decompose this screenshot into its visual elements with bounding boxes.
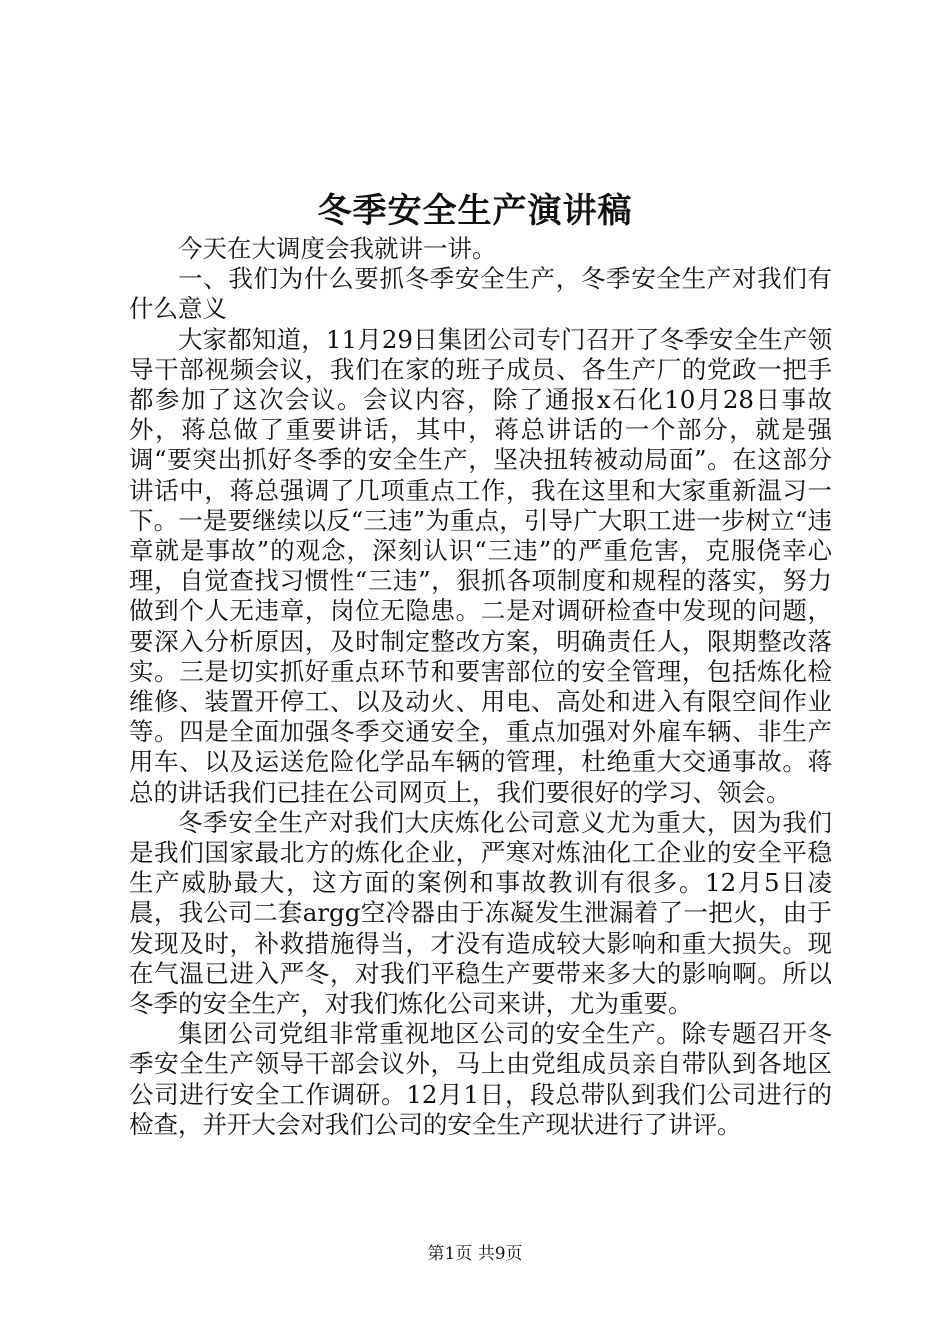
paragraph-group-inspection: 集团公司党组非常重视地区公司的安全生产。除专题召开冬季安全生产领导干部会议外，马上由党组成员亲自带队到各地区公司进行安全工作调研。12月1日，段总带队到我们公司进行的检查，并开大会对我们公司的安全生产现状进行了讲评。 — [129, 1019, 832, 1139]
paragraph-company-significance: 冬季安全生产对我们大庆炼化公司意义尤为重大，因为我们是我们国家最北方的炼化企业，严寒对炼油化工企业的安全平稳生产威胁最大，这方面的案例和事故教训有很多。12月5日凌晨，我公司二套argg空冷器由于冻凝发生泄漏着了一把火，由于发现及时，补救措施得当，才没有造成较大影响和重大损失。现在气温已进入严冬，对我们平稳生产要带来多大的影响啊。所以冬季的安全生产，对我们炼化公司来讲，尤为重要。 — [129, 807, 832, 1019]
paragraph-section-heading: 一、我们为什么要抓冬季安全生产，冬季安全生产对我们有什么意义 — [129, 264, 832, 324]
paragraph-intro: 今天在大调度会我就讲一讲。 — [178, 234, 497, 263]
paragraph-meeting-summary: 大家都知道，11月29日集团公司专门召开了冬季安全生产领导干部视频会议，我们在家的班子成员、各生产厂的党政一把手都参加了这次会议。会议内容，除了通报x石化10月28日事故外，蒋总做了重要讲话，其中，蒋总讲话的一个部分，就是强调“要突出抓好冬季的安全生产，坚决扭转被动局面”。在这部分讲话中，蒋总强调了几项重点工作，我在这里和大家重新温习一下。一是要继续以反“三违”为重点，引导广大职工进一步树立“违章就是事故”的观念，深刻认识“三违”的严重危害，克服侥幸心理，自觉查找习惯性“三违”，狠抓各项制度和规程的落实，努力做到个人无违章，岗位无隐患。二是对调研检查中发现的问题，要深入分析原因，及时制定整改方案，明确责任人，限期整改落实。三是切实抓好重点环节和要害部位的安全管理，包括炼化检维修、装置开停工、以及动火、用电、高处和进入有限空间作业等。四是全面加强冬季交通安全，重点加强对外雇车辆、非生产用车、以及运送危险化学品车辆的管理，杜绝重大交通事故。蒋总的讲话我们已挂在公司网页上，我们要很好的学习、领会。 — [129, 324, 832, 807]
document-body — [129, 234, 832, 1140]
document-title: 冬季安全生产演讲稿 — [317, 191, 633, 231]
page-footer: 第1页 共9页 — [427, 1244, 523, 1264]
